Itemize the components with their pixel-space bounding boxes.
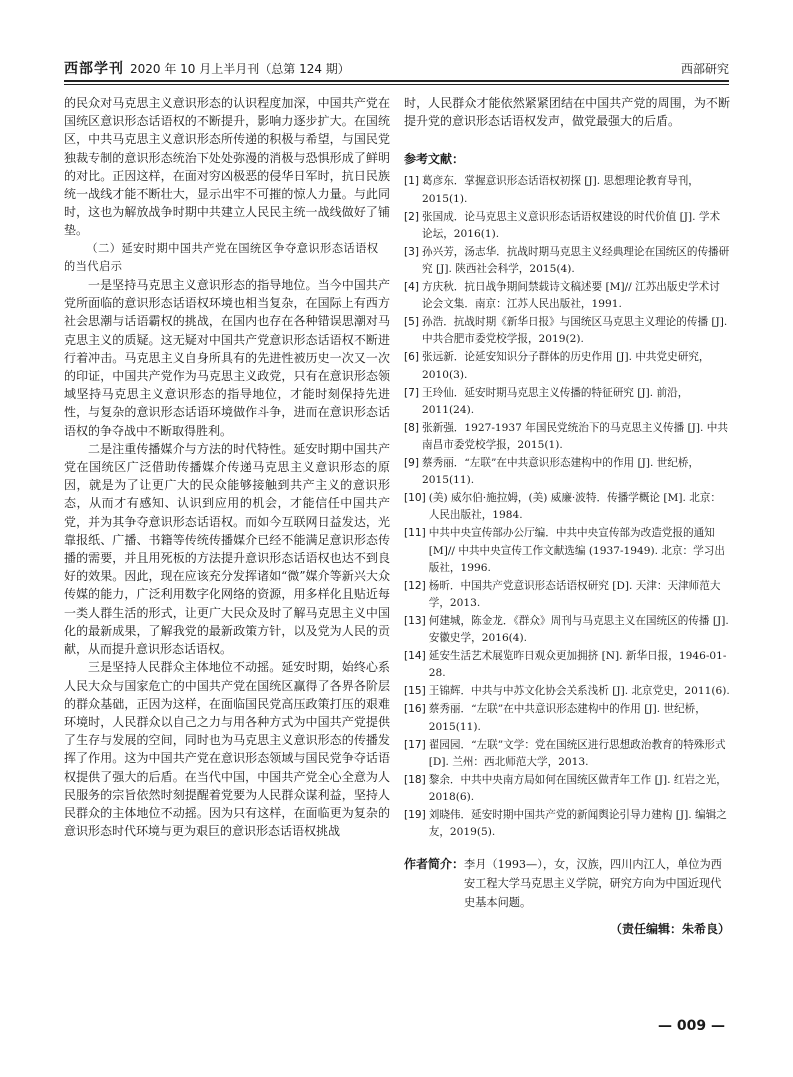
author-bio <box>404 855 730 912</box>
reference-number: [18] <box>404 773 426 786</box>
reference-text: 葛彦东．掌握意识形态话语权初探 [J]. 思想理论教育导刊，2015(1). <box>422 175 699 205</box>
reference-number: [2] <box>404 210 420 223</box>
reference-text: 张远新．论延安知识分子群体的历史作用 [J]. 中共党史研究，2010(3). <box>422 351 710 381</box>
paragraph: 三是坚持人民群众主体地位不动摇。延安时期，始终心系人民大众与国家危亡的中国共产党在国统区赢得了各界各阶层的群众基础，正因为这样，在面临国民党高压政策打压的艰难环境时，人民群众以自己之力与用各种方式为中国共产党提供了生存与发展的空间，同时也为马克思主义意识形态的传播发挥了作用。这为中国共产党在意识形态领域与国民党争夺话语权提供了强大的后盾。在当代中国，中国共产党全心全意为人民服务的宗旨依然时刻提醒着党要为人民群众谋利益，坚持人民群众的主体地位不动摇。因为只有这样，在面临更为复杂的意识形态时代环境与更为艰巨的意识形态话语权挑战 <box>64 660 390 839</box>
reference-text: 刘晓伟．延安时期中国共产党的新闻舆论引导力建构 [J]. 编辑之友，2019(5). <box>428 809 727 839</box>
reference-item <box>404 349 730 383</box>
reference-text: 孙浩．抗战时期《新华日报》与国统区马克思主义理论的传播 [J]. 中共合肥市委党校学报，2019(2). <box>422 316 728 346</box>
header-rule <box>64 80 729 82</box>
reference-item <box>404 385 730 419</box>
header-rule-thin <box>64 84 729 85</box>
reference-text: 蔡秀丽．“左联”在中共意识形态建构中的作用 [J]. 世纪桥，2015(11). <box>422 457 700 487</box>
reference-number: [15] <box>404 685 426 698</box>
reference-item <box>404 683 730 700</box>
reference-text: 翟园园．“左联”文学：党在国统区进行思想政治教育的特殊形式 [D]. 兰州：西北师范大学，2013. <box>428 738 726 768</box>
reference-item <box>404 209 730 243</box>
reference-number: [9] <box>404 457 420 470</box>
reference-item <box>404 737 730 771</box>
reference-number: [10] <box>404 492 426 505</box>
reference-list <box>404 173 730 841</box>
reference-number: [7] <box>404 386 420 399</box>
reference-item <box>404 613 730 647</box>
reference-text: 延安生活艺术展览昨日观众更加拥挤 [N]. 新华日报，1946-01-28. <box>428 650 727 680</box>
reference-number: [17] <box>404 738 426 751</box>
author-bio-label: 作者简介： <box>404 857 465 872</box>
reference-item <box>404 455 730 489</box>
responsible-editor: （责任编辑：朱希良） <box>609 922 730 937</box>
paragraph: 时，人民群众才能依然紧紧团结在中国共产党的周围，为不断提升党的意识形态话语权发声，做党最强大的后盾。 <box>404 96 730 129</box>
paragraph: 一是坚持马克思主义意识形态的指导地位。当今中国共产党所面临的意识形态话语权环境也相当复杂，在国际上有西方社会思潮与话语霸权的挑战，在国内也存在各种错误思潮对马克思主义的质疑。这无疑对中国共产党意识形态话语权不断进行着冲击。马克思主义自身所具有的先进性被历史一次又一次的印证，中国共产党作为马克思主义政党，只有在意识形态领域坚持马克思主义意识形态的指导地位，才能时刻保持先进性，与复杂的意识形态话语环境做作斗争，进而在意识形态话语权的争夺战中不断取得胜利。 <box>64 278 390 438</box>
reference-text: 张新强．1927-1937 年国民党统治下的马克思主义传播 [J]. 中共南昌市委党校学报，2015(1). <box>422 421 728 452</box>
reference-item <box>404 525 730 577</box>
reference-number: [5] <box>404 316 420 329</box>
left-column <box>64 94 390 840</box>
reference-number: [8] <box>404 421 420 434</box>
reference-item <box>404 578 730 612</box>
page-number: — 009 — <box>658 1018 725 1034</box>
reference-item <box>404 279 730 313</box>
paragraph: 二是注重传播媒介与方法的时代特性。延安时期中国共产党在国统区广泛借助传播媒介传递马克思主义意识形态的原因，就是为了让更广大的民众能够接触到共产主义的意识形态，从而才有感知、认识到应用的机会，才能信任中国共产党，并为其争夺意识形态话语权。而如今互联网日益发达，光靠报纸、广播、书籍等传统传播媒介已经不能满足意识形态传播的需要，并且用死板的方法提升意识形态话语权也达不到良好的效果。因此，现在应该充分发挥诸如“微”媒介等新兴大众传媒的能力，广泛利用数字化网络的资源，用多样化且贴近每一类人群生活的形式，让更广大民众及时了解马克思主义中国化的最新成果，了解我党的最新政策方针，以及党为人民的贡献，从而提升意识形态话语权。 <box>64 441 390 657</box>
reference-number: [1] <box>404 175 420 188</box>
reference-number: [19] <box>404 809 426 822</box>
author-bio-text: 李月（1993—），女，汉族，四川内江人，单位为西安工程大学马克思主义学院，研究方向为中国近现代史基本问题。 <box>464 858 722 910</box>
reference-number: [3] <box>404 245 420 258</box>
reference-item <box>404 173 730 207</box>
reference-item <box>404 490 730 524</box>
reference-text: 孙兴芳，汤志华．抗战时期马克思主义经典理论在国统区的传播研究 [J]. 陕西社会科学，2015(4). <box>422 245 730 276</box>
reference-text: 张国成．论马克思主义意识形态话语权建设的时代价值 [J]. 学术论坛，2016(1). <box>422 210 721 240</box>
reference-text: 王玲仙．延安时期马克思主义传播的特征研究 [J]. 前沿，2011(24). <box>422 386 689 416</box>
reference-text: 中共中央宣传部办公厅编．中共中央宣传部为改造党报的通知 [M]// 中共中央宣传工作文献选编 (1937-1949). 北京：学习出版社，1996. <box>428 527 725 574</box>
reference-number: [16] <box>404 703 426 716</box>
reference-item <box>404 701 730 735</box>
reference-item <box>404 244 730 278</box>
running-header <box>64 58 729 80</box>
issue-info: 2020 年 10 月上半月刊（总第 124 期） <box>130 62 350 76</box>
section-name: 西部研究 <box>680 62 729 76</box>
reference-number: [11] <box>404 527 426 540</box>
reference-text: 黎余．中共中央南方局如何在国统区做青年工作 [J]. 红岩之光，2018(6). <box>428 773 727 804</box>
reference-number: [4] <box>404 281 420 294</box>
reference-item <box>404 772 730 806</box>
paragraph: 的民众对马克思主义意识形态的认识程度加深，中国共产党在国统区意识形态话语权的不断提升，影响力逐步扩大。在国统区，中共马克思主义意识形态所传递的积极与希望，与国民党独裁专制的意识形态统治下处处弥漫的消极与恐惧形成了鲜明的对比。正因这样，在面对穷凶极恶的侵华日军时，抗日民族统一战线才能不断壮大，显示出牢不可摧的惊人力量。与此同时，这也为解放战争时期中共建立人民民主统一战线做好了铺垫。 <box>64 96 390 238</box>
reference-item <box>404 648 730 682</box>
reference-text: 何建城，陈金龙．《群众》周刊与马克思主义在国统区的传播 [J]. 安徽史学，2016(4). <box>428 615 729 645</box>
reference-number: [13] <box>404 615 426 628</box>
reference-text: 王锦辉．中共与中苏文化协会关系浅析 [J]. 北京党史，2011(6). <box>428 685 730 698</box>
references-title: 参考文献： <box>404 152 465 167</box>
reference-number: [12] <box>404 579 426 592</box>
reference-item <box>404 807 730 841</box>
section-subheading: （二）延安时期中国共产党在国统区争夺意识形态话语权的当代启示 <box>64 241 379 273</box>
reference-text: (美) 威尔伯·施拉姆，(美) 威廉·波特．传播学概论 [M]. 北京：人民出版社，1984. <box>428 492 722 522</box>
journal-logo: 西部学刊 <box>64 61 124 77</box>
reference-number: [6] <box>404 351 420 364</box>
reference-number: [14] <box>404 650 426 663</box>
reference-item <box>404 420 730 454</box>
reference-text: 方庆秋．抗日战争期间禁载诗文稿述要 [M]// 江苏出版史学术讨论会文集．南京：江苏人民出版社，1991. <box>422 281 720 311</box>
reference-text: 蔡秀丽．“左联”在中共意识形态建构中的作用 [J]. 世纪桥，2015(11). <box>428 703 706 733</box>
right-column <box>404 94 730 937</box>
reference-item <box>404 314 730 348</box>
reference-text: 杨昕．中国共产党意识形态话语权研究 [D]. 天津：天津师范大学，2013. <box>428 579 721 610</box>
